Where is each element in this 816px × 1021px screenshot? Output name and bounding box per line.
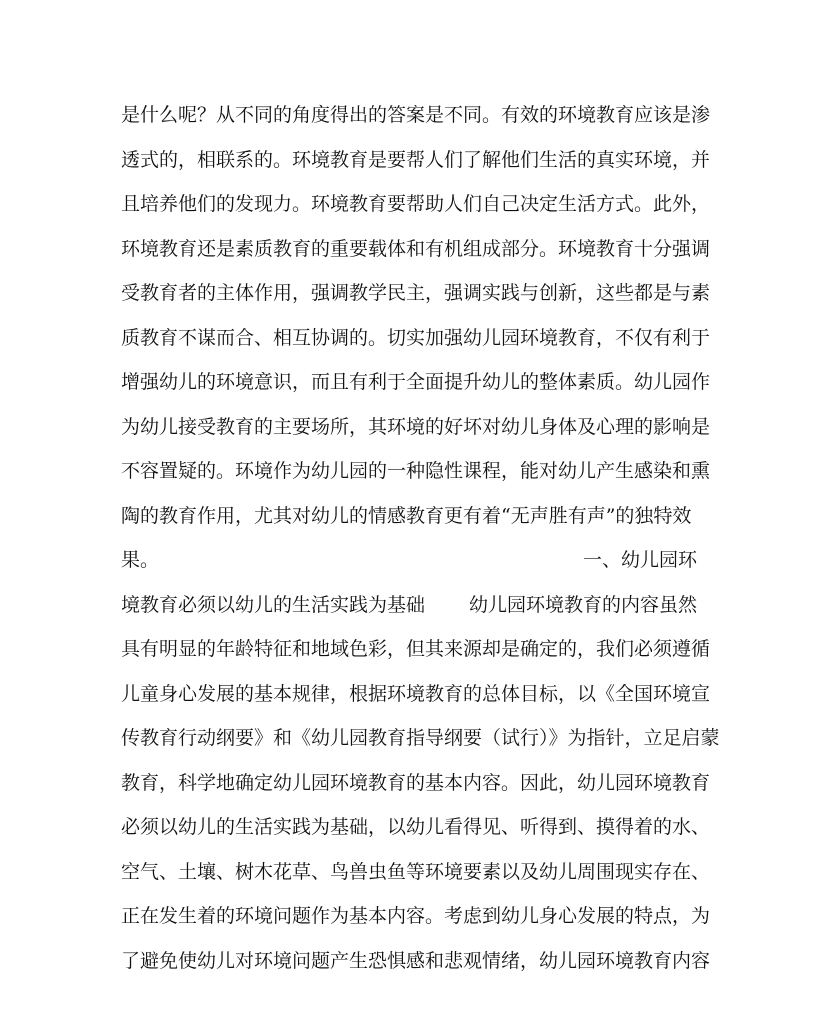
text-line-17: 必须以幼儿的生活实践为基础，以幼儿看得见、听得到、摸得着的水、	[121, 816, 711, 838]
text-line-18: 空气、土壤、树木花草、鸟兽虫鱼等环境要素以及幼儿周围现实存在、	[121, 860, 711, 883]
text-line-11	[121, 538, 697, 583]
section-heading-start: 一、幼儿园环	[582, 549, 697, 571]
text-line-16: 教育，科学地确定幼儿园环境教育的基本内容。因此，幼儿园环境教育	[121, 771, 711, 794]
text-line-14: 儿童身心发展的基本规律，根据环境教育的总体目标，以《全国环境宣	[121, 682, 711, 705]
text-line-12	[121, 583, 697, 628]
text-line-19: 正在发生着的环境问题作为基本内容。考虑到幼儿身心发展的特点，为	[121, 905, 711, 927]
text-line-6: 质教育不谋而合、相互协调的。切实加强幼儿园环境教育，不仅有利于	[121, 326, 711, 349]
text-line-5: 受教育者的主体作用，强调教学民主，强调实践与创新，这些都是与素	[121, 282, 711, 304]
text-line-9: 不容置疑的。环境作为幼儿园的一种隐性课程，能对幼儿产生感染和熏	[121, 460, 711, 482]
text-line-13: 具有明显的年龄特征和地域色彩，但其来源却是确定的，我们必须遵循	[121, 638, 711, 660]
paragraph-start: 幼儿园环境教育的内容虽然	[468, 593, 697, 616]
text-line-1: 是什么呢？从不同的角度得出的答案是不同。有效的环境教育应该是渗	[121, 104, 711, 126]
text-line-4: 环境教育还是素质教育的重要载体和有机组成部分。环境教育十分强调	[121, 237, 711, 260]
text-line-20: 了避免使幼儿对环境问题产生恐惧感和悲观情绪，幼儿园环境教育内容	[121, 949, 711, 972]
document-body	[121, 93, 720, 983]
text-line-7: 增强幼儿的环境意识，而且有利于全面提升幼儿的整体素质。幼儿园作	[121, 371, 711, 393]
paragraph-ending: 果。	[121, 549, 160, 571]
text-line-8: 为幼儿接受教育的主要场所，其环境的好坏对幼儿身体及心理的影响是	[121, 415, 711, 438]
section-heading-end: 境教育必须以幼儿的生活实践为基础	[121, 593, 426, 616]
text-line-10: 陶的教育作用，尤其对幼儿的情感教育更有着“无声胜有声”的独特效	[121, 504, 692, 527]
text-line-2: 透式的，相联系的。环境教育是要帮人们了解他们生活的真实环境，并	[121, 148, 711, 171]
text-line-15: 传教育行动纲要》和《幼儿园教育指导纲要（试行）》为指针，立足启蒙	[121, 727, 720, 749]
text-line-3: 且培养他们的发现力。环境教育要帮助人们自己决定生活方式。此外，	[121, 193, 711, 215]
